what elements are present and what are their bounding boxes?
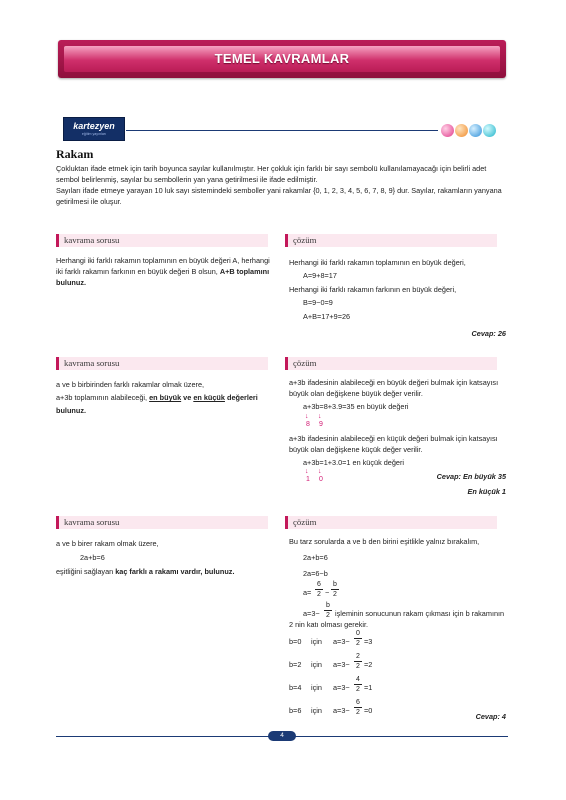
- arrow-down-icon: ↓: [305, 413, 309, 420]
- digit-a: 1: [306, 476, 310, 483]
- page-number: 4: [268, 731, 296, 741]
- row-icin: için: [311, 637, 322, 646]
- digit-a: 8: [306, 421, 310, 428]
- solution-label: çözüm: [293, 235, 317, 245]
- row-fraction: 6 2: [354, 699, 362, 716]
- row-fraction: 4 2: [354, 676, 362, 693]
- publisher-logo: kartezyen eğitim yayınları: [63, 117, 125, 141]
- row-icin: için: [311, 660, 322, 669]
- arrow-down-icon: ↓: [318, 413, 322, 420]
- row-icin: için: [311, 683, 322, 692]
- arrow-down-icon: ↓: [305, 468, 309, 475]
- solution-3-eq4: a=3−: [303, 609, 320, 618]
- solution-header: [285, 234, 497, 247]
- row-result: =1: [364, 683, 373, 692]
- minus-sign: −: [325, 588, 330, 597]
- decor-dot-blue: [469, 124, 482, 137]
- solution-header: [285, 357, 497, 370]
- question-3: a ve b birer rakam olmak üzere, 2a+b=6 eşitliğini sağlayan kaç farklı a rakamı vardır, bulunuz.: [56, 539, 235, 577]
- question-1: Herhangi iki farklı rakamın toplamının en büyük değeri A, herhangi iki farklı rakamın farkının en büyük değeri B olsun, A+B toplamını bulunuz.: [56, 256, 270, 287]
- solution-label: çözüm: [293, 517, 317, 527]
- decor-dot-cyan: [483, 124, 496, 137]
- arrow-down-icon: ↓: [318, 468, 322, 475]
- solution-2-part2: a+3b ifadesinin alabileceği en küçük değeri bulmak için katsayısı büyük olan değişkene küçük değer verilir.: [289, 434, 498, 454]
- section-heading: Rakam: [56, 147, 94, 161]
- digit-b: 9: [319, 421, 323, 428]
- chapter-title: TEMEL KAVRAMLAR: [214, 50, 350, 66]
- intro-text: Çokluktan ifade etmek için tarih boyunca sayılar kullanılmıştır. Her çokluk için farklı bir sayı sembolü kullanılamayacağı için belirli adet sembol belirlenmiş, sayılar bu sembollerin yan yana getirilmesi ile ifade edilmiştir. Sayıları ifade etmeye yarayan 10 luk sayı sistemindeki semboller yani rakamlar {0, 1, 2, 3, 4, 5, 6, 7, 8, 9} dur. Sayılar, rakamların yanyana getirilmesi ile oluşur.: [56, 164, 502, 206]
- row-a-expr: a=3−: [333, 660, 350, 669]
- solution-header: [285, 516, 497, 529]
- solution-2-eq1: a+3b=8+3.9=35 en büyük değeri: [303, 402, 409, 411]
- row-a-expr: a=3−: [333, 706, 350, 715]
- question-label: kavrama sorusu: [64, 235, 120, 245]
- solution-label: çözüm: [293, 358, 317, 368]
- answer-2b: En küçük 1: [467, 487, 506, 496]
- row-b-value: b=0: [289, 637, 302, 646]
- question-label: kavrama sorusu: [64, 358, 120, 368]
- decor-dot-orange: [455, 124, 468, 137]
- row-result: =2: [364, 660, 373, 669]
- row-icin: için: [311, 706, 322, 715]
- row-fraction: 0 2: [354, 630, 362, 647]
- row-b-value: b=6: [289, 706, 302, 715]
- row-result: =0: [364, 706, 373, 715]
- row-result: =3: [364, 637, 373, 646]
- solution-2-eq2: a+3b=1+3.0=1 en küçük değeri: [303, 458, 405, 467]
- answer-3: Cevap: 4: [475, 712, 506, 721]
- answer-2a: Cevap: En büyük 35: [436, 472, 506, 481]
- divider: [126, 130, 438, 131]
- solution-3-eq3: a=: [303, 588, 312, 597]
- answer-1: Cevap: 26: [471, 329, 506, 338]
- decor-dot-pink: [441, 124, 454, 137]
- solution-1: Herhangi iki farklı rakamın toplamının en büyük değeri, A=9+8=17 Herhangi iki farklı rakamın farkının en büyük değeri, B=9−0=9 A+B=17+9=26: [289, 258, 466, 321]
- question-label: kavrama sorusu: [64, 517, 120, 527]
- question-2: a ve b birbirinden farklı rakamlar olmak üzere, a+3b toplamının alabileceği, en büyük ve en küçük değerleri bulunuz.: [56, 380, 258, 416]
- fraction-b-2: b 2: [324, 602, 332, 619]
- row-a-expr: a=3−: [333, 683, 350, 692]
- solution-3-condition: işleminin sonucunun rakam çıkması için b rakamının 2 nin katı olması gerekir.: [289, 609, 505, 629]
- row-b-value: b=2: [289, 660, 302, 669]
- digit-b: 0: [319, 476, 323, 483]
- fraction-6-2: 6 2: [315, 581, 323, 598]
- row-b-value: b=4: [289, 683, 302, 692]
- solution-3-intro: Bu tarz sorularda a ve b den birini eşitlikle yalnız bırakalım,: [289, 537, 480, 546]
- row-fraction: 2 2: [354, 653, 362, 670]
- chapter-banner: [58, 40, 506, 78]
- solution-2-part1: a+3b ifadesinin alabileceği en büyük değeri bulmak için katsayısı büyük olan değişkene büyük değer verilir.: [289, 378, 499, 398]
- solution-3-eq1: 2a+b=6: [303, 553, 328, 562]
- solution-3-eq2: 2a=6−b: [303, 569, 328, 578]
- fraction-b-2: b 2: [331, 581, 339, 598]
- row-a-expr: a=3−: [333, 637, 350, 646]
